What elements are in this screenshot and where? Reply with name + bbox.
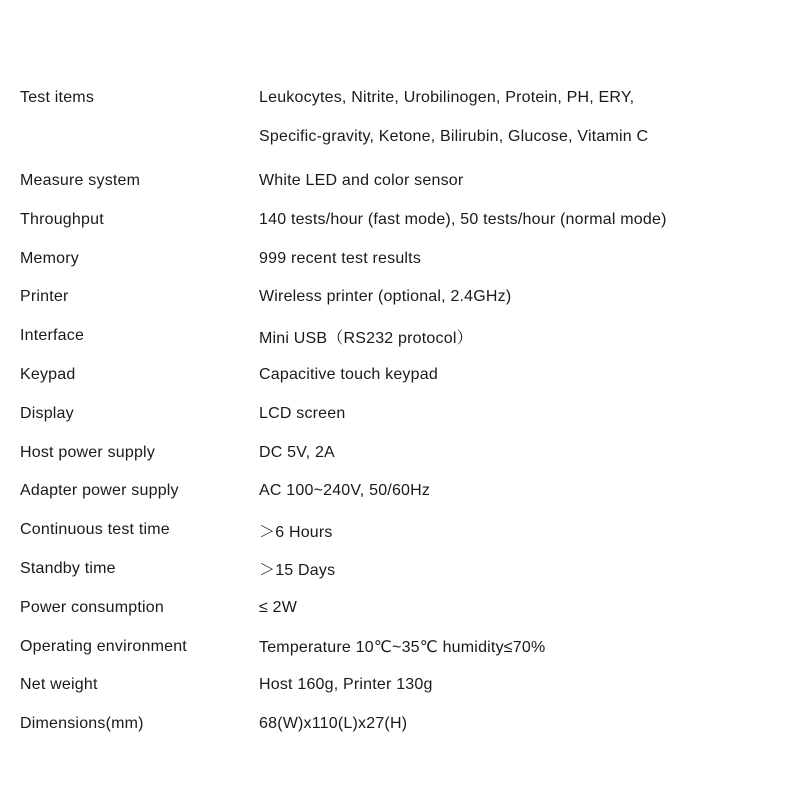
spec-value-line: Leukocytes, Nitrite, Urobilinogen, Protein, PH, ERY, [259, 89, 635, 106]
spec-value-line: Specific-gravity, Ketone, Bilirubin, Glucose, Vitamin C [259, 127, 649, 145]
spec-label: Keypad [20, 365, 76, 383]
spec-row-adapter-power-supply [20, 472, 780, 511]
spec-value: ≤ 2W [259, 598, 298, 616]
spec-label: Throughput [20, 210, 104, 228]
spec-label: Standby time [20, 559, 116, 577]
spec-label: Adapter power supply [20, 482, 179, 500]
spec-value [259, 84, 780, 162]
spec-row-interface [20, 317, 780, 356]
spec-value: ＞15 Days [259, 562, 336, 580]
spec-label: Measure system [20, 171, 141, 189]
spec-row-dimensions [20, 705, 780, 744]
spec-label: Dimensions(mm) [20, 715, 144, 733]
spec-label: Printer [20, 288, 69, 306]
spec-row-power-consumption [20, 588, 780, 627]
spec-row-throughput [20, 200, 780, 239]
spec-row-printer [20, 278, 780, 317]
spec-value: AC 100~240V, 50/60Hz [259, 482, 431, 500]
spec-label: Test items [20, 89, 95, 106]
spec-row-host-power-supply [20, 433, 780, 472]
spec-label: Display [20, 404, 74, 422]
spec-row-standby-time [20, 550, 780, 589]
spec-value: 68(W)x110(L)x27(H) [259, 715, 408, 733]
spec-row-measure-system [20, 162, 780, 201]
spec-row-test-items [20, 84, 780, 162]
spec-label: Net weight [20, 676, 98, 694]
spec-value: Temperature 10℃~35℃ humidity≤70% [259, 638, 546, 656]
spec-value: DC 5V, 2A [259, 443, 335, 461]
spec-value: LCD screen [259, 404, 346, 422]
spec-row-operating-environment [20, 627, 780, 666]
spec-label: Host power supply [20, 443, 156, 461]
spec-value: 140 tests/hour (fast mode), 50 tests/hour (normal mode) [259, 210, 667, 228]
spec-row-memory [20, 239, 780, 278]
spec-row-display [20, 394, 780, 433]
spec-value: 999 recent test results [259, 249, 422, 267]
spec-value: White LED and color sensor [259, 171, 464, 189]
spec-label: Continuous test time [20, 521, 170, 539]
spec-label: Interface [20, 327, 85, 345]
spec-label: Memory [20, 249, 79, 267]
spec-value: ＞6 Hours [259, 523, 333, 541]
spec-row-net-weight [20, 666, 780, 705]
spec-label: Operating environment [20, 637, 187, 655]
spec-value: Capacitive touch keypad [259, 365, 438, 383]
spec-row-continuous-test-time [20, 511, 780, 550]
spec-value: Host 160g, Printer 130g [259, 676, 433, 694]
spec-row-keypad [20, 356, 780, 395]
spec-value: Mini USB（RS232 protocol） [259, 329, 473, 347]
spec-value: Wireless printer (optional, 2.4GHz) [259, 288, 512, 306]
spec-table [20, 84, 780, 744]
spec-label: Power consumption [20, 598, 164, 616]
